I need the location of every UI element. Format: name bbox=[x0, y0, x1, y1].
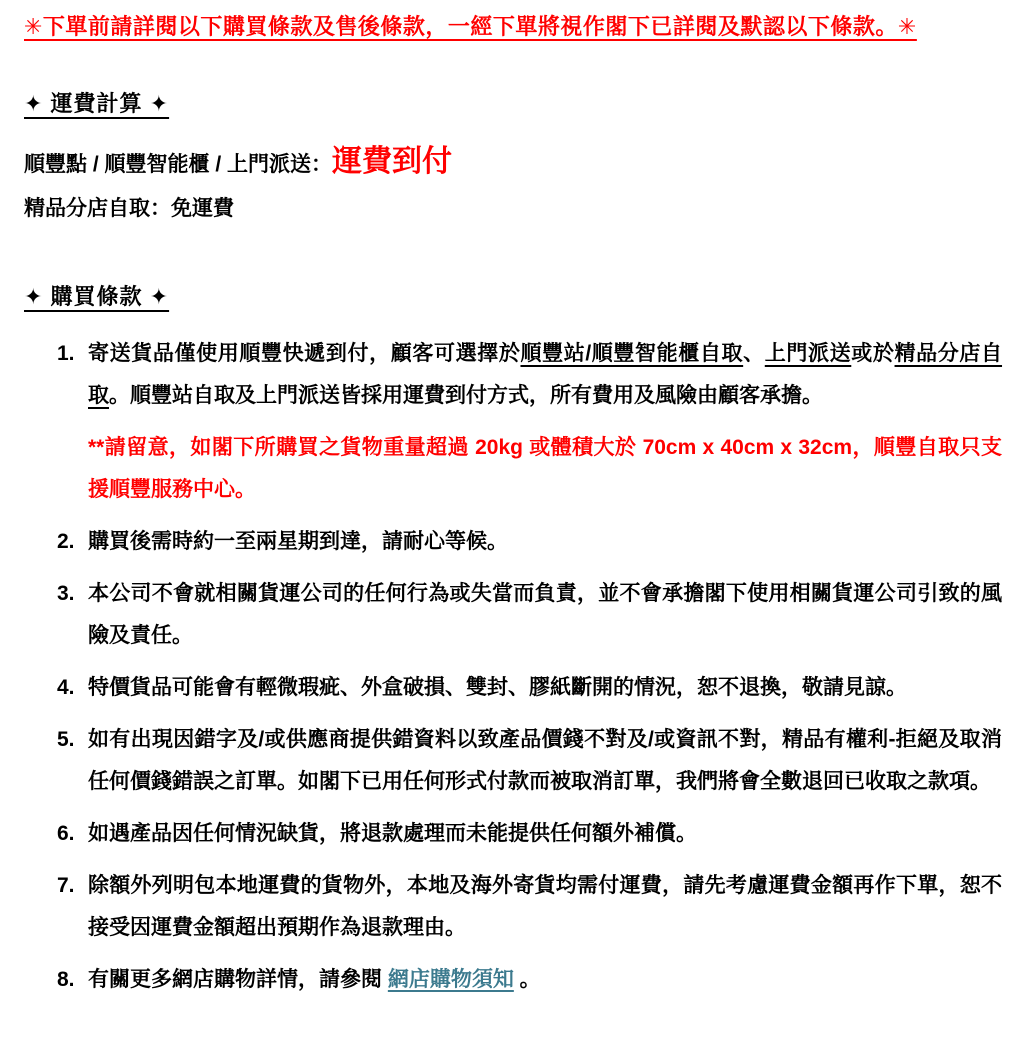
term-item bbox=[24, 667, 1002, 709]
store-pickup-line: 精品分店自取：免運費 bbox=[24, 197, 234, 220]
term-phrase: 如有出現因錯字及/或供應商提供錯資料以致產品價錢不對及/或資訊不對，精品有權利-拒絕及取消任何價錢錯誤之訂單。如閣下已用任何形式付款而被取消訂單，我們將會全數退回已收取之款項。 bbox=[88, 728, 1002, 793]
term-phrase: 特價貨品可能會有輕微瑕疵、外盒破損、雙封、膠紙斷開的情況，恕不退換，敬請見諒。 bbox=[88, 676, 907, 699]
term-paragraph bbox=[88, 333, 1002, 417]
term-number: 7. bbox=[57, 874, 75, 897]
term-paragraph bbox=[88, 667, 1002, 709]
underlined-term-phrase: 順豐站/順豐智能櫃自取 bbox=[520, 342, 744, 365]
shipping-fee-heading: ✦ 運費計算 ✦ bbox=[24, 91, 170, 116]
term-number: 2. bbox=[57, 530, 75, 553]
term-phrase: 、 bbox=[743, 342, 765, 365]
oversize-warning-note: **請留意，如閣下所購買之貨物重量超過 20kg 或體積大於 70cm x 40cm x 32cm，順豐自取只支援順豐服務中心。 bbox=[88, 436, 1002, 501]
term-number: 6. bbox=[57, 822, 75, 845]
term-text bbox=[88, 865, 1002, 949]
term-phrase: 或於 bbox=[851, 342, 895, 365]
term-paragraph bbox=[88, 865, 1002, 949]
term-item bbox=[24, 813, 1002, 855]
term-item bbox=[24, 333, 1002, 511]
term-paragraph bbox=[88, 521, 1002, 563]
term-paragraph bbox=[88, 573, 1002, 657]
term-number: 3. bbox=[57, 582, 75, 605]
term-item bbox=[24, 959, 1002, 1001]
purchase-terms-section bbox=[24, 282, 1002, 1001]
term-phrase: 購買後需時約一至兩星期到達，請耐心等候。 bbox=[88, 530, 508, 553]
term-number: 4. bbox=[57, 676, 75, 699]
purchase-terms-heading: ✦ 購買條款 ✦ bbox=[24, 284, 170, 309]
term-phrase: 有關更多網店購物詳情，請參閱 bbox=[88, 968, 388, 991]
terms-list bbox=[24, 333, 1002, 1001]
term-item bbox=[24, 719, 1002, 803]
term-phrase: 。 bbox=[513, 968, 541, 991]
term-item bbox=[24, 573, 1002, 657]
term-paragraph bbox=[88, 813, 1002, 855]
term-number: 8. bbox=[57, 968, 75, 991]
term-phrase: 如遇產品因任何情況缺貨，將退款處理而未能提供任何額外補償。 bbox=[88, 822, 697, 845]
underlined-term-phrase: 上門派送 bbox=[764, 342, 852, 365]
term-item bbox=[24, 521, 1002, 563]
sf-options-label: 順豐點 / 順豐智能櫃 / 上門派送： bbox=[24, 153, 333, 176]
underlined-term-phrase: 精品分店自取 bbox=[88, 342, 1003, 407]
term-number: 1. bbox=[57, 342, 75, 365]
sf-delivery-options-line bbox=[24, 140, 1002, 187]
freight-collect-value: 運費到付 bbox=[332, 145, 453, 178]
shipping-section bbox=[24, 89, 1002, 225]
term-number: 5. bbox=[57, 728, 75, 751]
term-paragraph bbox=[88, 719, 1002, 803]
term-phrase: 本公司不會就相關貨運公司的任何行為或失當而負責，並不會承擔閣下使用相關貨運公司引致的風險及責任。 bbox=[88, 582, 1002, 647]
term-text bbox=[88, 573, 1002, 657]
pre-order-notice: ✳下單前請詳閱以下購買條款及售後條款，一經下單將視作閣下已詳閱及默認以下條款。✳ bbox=[24, 14, 917, 39]
term-text bbox=[88, 719, 1002, 803]
term-phrase: 。順豐站自取及上門派送皆採用運費到付方式，所有費用及風險由顧客承擔。 bbox=[109, 384, 823, 407]
term-text bbox=[88, 667, 1002, 709]
term-text bbox=[88, 521, 1002, 563]
store-shopping-guide-link[interactable]: 網店購物須知 bbox=[387, 968, 514, 991]
term-paragraph bbox=[88, 959, 1002, 1001]
term-item bbox=[24, 865, 1002, 949]
term-phrase: 除額外列明包本地運費的貨物外，本地及海外寄貨均需付運費，請先考慮運費金額再作下單，恕不接受因運費金額超出預期作為退款理由。 bbox=[88, 874, 1002, 939]
term-text bbox=[88, 333, 1002, 511]
term-text bbox=[88, 813, 1002, 855]
term-text bbox=[88, 959, 1002, 1001]
term-phrase: 寄送貨品僅使用順豐快遞到付，顧客可選擇於 bbox=[88, 342, 521, 365]
